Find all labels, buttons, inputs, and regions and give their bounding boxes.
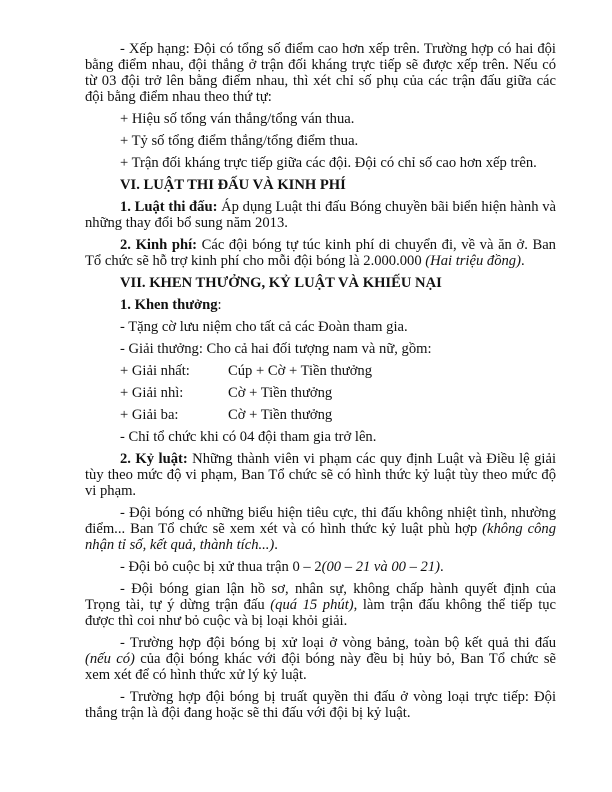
discipline-item-text: của đội bóng khác với đội bóng này đều bị hủy bỏ, Ban Tổ chức sẽ xem xét để có hình thức xử lý kỷ luật. bbox=[85, 651, 556, 683]
rewards-heading bbox=[85, 297, 556, 313]
funding-amount-words: (Hai triệu đồng) bbox=[425, 253, 521, 269]
ranking-criterion: + Hiệu số tổng ván thắng/tổng ván thua. bbox=[120, 111, 355, 127]
ranking-criterion: + Trận đối kháng trực tiếp giữa các đội. Đội có chỉ số cao hơn xếp trên. bbox=[120, 155, 537, 171]
rewards-label: 1. Khen thưởng bbox=[120, 297, 218, 313]
discipline-item-note: (00 – 21 và 00 – 21) bbox=[321, 559, 440, 575]
section-heading-7: VII. KHEN THƯỞNG, KỶ LUẬT VÀ KHIẾU NẠI bbox=[120, 275, 442, 291]
discipline-paragraph bbox=[85, 451, 556, 499]
funding-text: Các đội bóng tự túc kinh phí di chuyển đi, về và ăn ở. Ban Tổ chức sẽ hỗ trợ kinh phí cho mỗi đội bóng là 2.000.000 bbox=[85, 237, 556, 269]
prize-label: + Giải ba: bbox=[120, 407, 179, 423]
rules-paragraph bbox=[85, 199, 556, 231]
rules-text: Áp dụng Luật thi đấu Bóng chuyền bãi biển hiện hành và những thay đổi bổ sung năm 2013. bbox=[85, 199, 556, 231]
rules-label: 1. Luật thi đấu: bbox=[120, 199, 218, 215]
discipline-text: Những thành viên vi phạm các quy định Luật và Điều lệ giải tùy theo mức độ vi phạm, Ban Tổ chức sẽ có hình thức kỷ luật tùy theo mức độ vi phạm. bbox=[85, 451, 556, 499]
punctuation: : bbox=[217, 297, 222, 313]
discipline-item bbox=[85, 505, 556, 553]
section-heading-6: VI. LUẬT THI ĐẤU VÀ KINH PHÍ bbox=[120, 177, 346, 193]
discipline-item-text: - Đội bỏ cuộc bị xử thua trận 0 – 2 bbox=[120, 559, 322, 575]
condition-item: - Chỉ tổ chức khi có 04 đội tham gia trở lên. bbox=[120, 429, 377, 445]
discipline-item-note: (không công nhận tỉ số, kết quả, thành tích...) bbox=[85, 521, 556, 553]
funding-paragraph bbox=[85, 237, 556, 269]
prize-value: Cờ + Tiền thưởng bbox=[228, 385, 333, 401]
discipline-item-text: - Trường hợp đội bóng bị xử loại ở vòng bảng, toàn bộ kết quả thi đấu bbox=[120, 635, 556, 651]
discipline-label: 2. Kỷ luật: bbox=[120, 451, 188, 467]
discipline-item: - Trường hợp đội bóng bị truất quyền thi đấu ở vòng loại trực tiếp: Đội thắng trận là đội đang hoặc sẽ thi đấu với đội bị kỷ luật. bbox=[85, 689, 556, 721]
funding-label: 2. Kinh phí: bbox=[120, 237, 197, 253]
discipline-item bbox=[85, 635, 556, 683]
prize-row bbox=[85, 407, 556, 423]
discipline-item-text: - Đội bóng gian lận hồ sơ, nhân sự, không chấp hành quyết định của Trọng tài, tự ý dừng trận đấu bbox=[85, 581, 556, 613]
ranking-paragraph: - Xếp hạng: Đội có tổng số điểm cao hơn xếp trên. Trường hợp có hai đội bằng điểm nhau, đội thắng ở trận đối kháng trực tiếp sẽ được xếp trên. Nếu có từ 03 đội trở lên bằng điểm nhau, thì xét chỉ số phụ của các trận đấu giữa các đội bằng điểm nhau theo thứ tự: bbox=[85, 41, 556, 105]
prize-value: Cờ + Tiền thưởng bbox=[228, 407, 333, 423]
discipline-item-text: - Đội bóng có những biểu hiện tiêu cực, thi đấu không nhiệt tình, nhường điểm... Ban Tổ chức sẽ xem xét và có hình thức kỷ luật phù hợp bbox=[85, 505, 556, 537]
rewards-item: - Giải thưởng: Cho cả hai đối tượng nam và nữ, gồm: bbox=[120, 341, 432, 357]
ranking-criterion: + Tỷ số tổng điểm thắng/tổng điểm thua. bbox=[120, 133, 359, 149]
discipline-item-note: (quá 15 phút) bbox=[270, 597, 354, 613]
prize-label: + Giải nhất: bbox=[120, 363, 190, 379]
discipline-item bbox=[85, 581, 556, 629]
discipline-item-note: (nếu có) bbox=[85, 651, 135, 667]
prize-row bbox=[85, 385, 556, 401]
document-page bbox=[85, 41, 556, 727]
punctuation: . bbox=[274, 537, 278, 553]
prize-row bbox=[85, 363, 556, 379]
prize-value: Cúp + Cờ + Tiền thưởng bbox=[228, 363, 373, 379]
rewards-item: - Tặng cờ lưu niệm cho tất cả các Đoàn tham gia. bbox=[120, 319, 408, 335]
discipline-item-text: , làm trận đấu không thể tiếp tục được thì coi như bỏ cuộc và bị loại khỏi giải. bbox=[85, 597, 557, 629]
punctuation: . bbox=[520, 253, 525, 269]
prize-label: + Giải nhì: bbox=[120, 385, 184, 401]
discipline-item bbox=[85, 559, 556, 575]
punctuation: . bbox=[440, 559, 444, 575]
